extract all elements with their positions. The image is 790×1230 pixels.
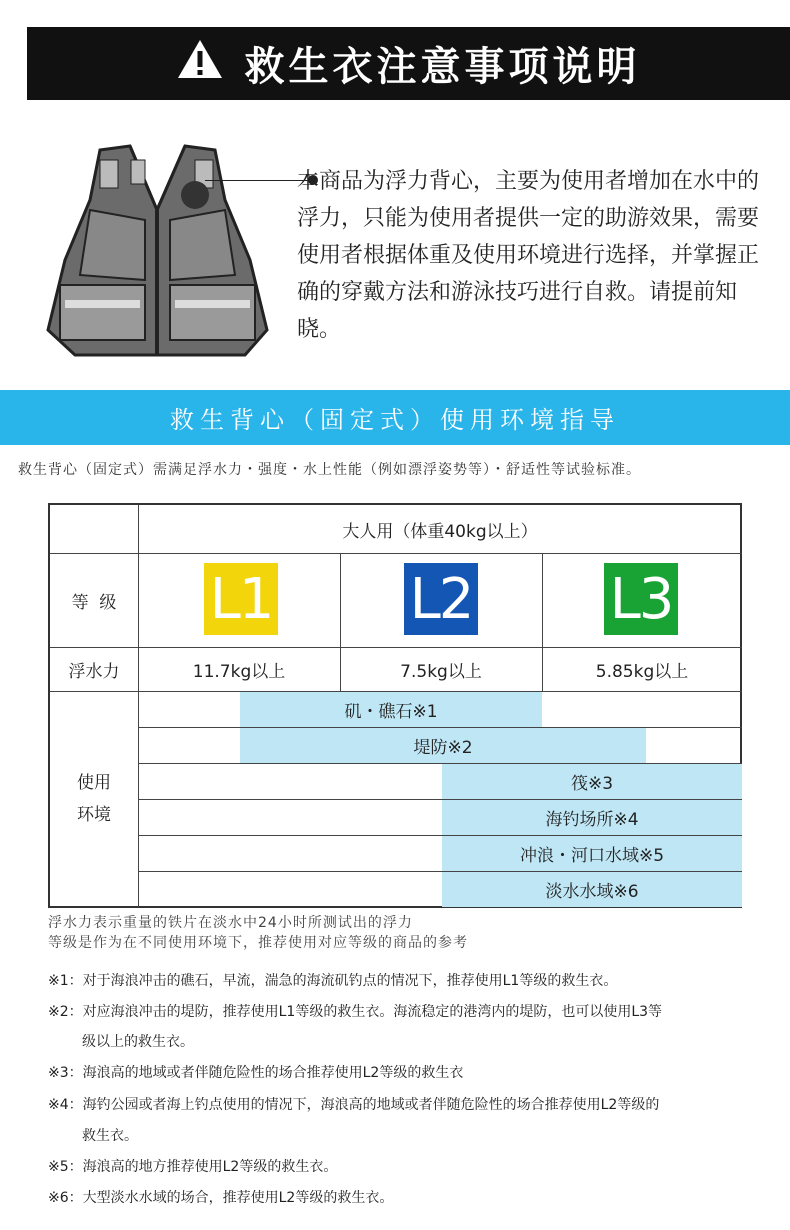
warning-icon [177, 38, 223, 90]
standard-note: 救生背心（固定式）需满足浮水力・强度・水上性能（例如漂浮姿势等）・舒适性等试验标准。 [18, 462, 641, 478]
env-row-6: 淡水水域※6 [545, 881, 639, 902]
note-1: ※1：对于海浪冲击的礁石，早流，湍急的海流矶钓点的情况下，推荐使用L1等级的救生衣。 [48, 973, 618, 989]
note-3: ※3：海浪高的地域或者伴随危险性的场合推荐使用L2等级的救生衣 [48, 1065, 464, 1081]
page-title: 救生衣注意事项说明 [244, 44, 641, 90]
buoyancy-l3: 5.85kg以上 [595, 661, 689, 682]
note-6: ※6：大型淡水水域的场合，推荐使用L2等级的救生衣。 [48, 1190, 394, 1206]
grade-label: 等 级 [71, 592, 117, 613]
env-label [50, 691, 138, 907]
footnote-buoyancy: 浮水力表示重量的铁片在淡水中24小时所测试出的浮力 [48, 915, 413, 931]
env-row-3: 筏※3 [570, 773, 614, 794]
buoyancy-label: 浮水力 [68, 661, 120, 682]
level-badge-l3: L3 [604, 563, 678, 635]
level-badge-l2: L2 [404, 563, 478, 635]
footnote-grade: 等级是作为在不同使用环境下，推荐使用对应等级的商品的参考 [48, 935, 468, 951]
usage-table [48, 503, 742, 908]
buoyancy-l1: 11.7kg以上 [192, 661, 286, 682]
buoyancy-l2: 7.5kg以上 [400, 661, 482, 682]
note-2: ※2：对应海浪冲击的堤防，推荐使用L1等级的救生衣。海流稳定的港湾内的堤防，也可以使用L3等 [48, 1004, 663, 1020]
note-2-cont: 级以上的救生衣。 [82, 1034, 194, 1050]
env-row-5: 冲浪・河口水域※5 [519, 845, 665, 866]
env-row-4: 海钓场所※4 [545, 809, 639, 830]
level-badge-l1: L1 [204, 563, 278, 635]
section-header: 救生背心（固定式）使用环境指导 [0, 390, 790, 445]
note-4-cont: 救生衣。 [82, 1128, 138, 1144]
adult-header: 大人用（体重40kg以上） [342, 521, 538, 542]
env-label-line-2: 环境 [77, 805, 111, 825]
env-row-1: 矶・礁石※1 [344, 701, 438, 722]
title-banner [27, 27, 790, 100]
note-5: ※5：海浪高的地方推荐使用L2等级的救生衣。 [48, 1159, 338, 1175]
intro-text: 本商品为浮力背心，主要为使用者增加在水中的浮力，只能为使用者提供一定的助游效果，需要使用者根据体重及使用环境进行选择，并掌握正确的穿戴方法和游泳技巧进行自救。请提前知晓。 [297, 169, 760, 342]
env-label-line-1: 使用 [77, 773, 111, 793]
env-row-2: 堤防※2 [413, 737, 473, 758]
note-4: ※4：海钓公园或者海上钓点使用的情况下，海浪高的地域或者伴随危险性的场合推荐使用L2等级的 [48, 1097, 660, 1113]
life-vest-illustration [45, 140, 270, 360]
